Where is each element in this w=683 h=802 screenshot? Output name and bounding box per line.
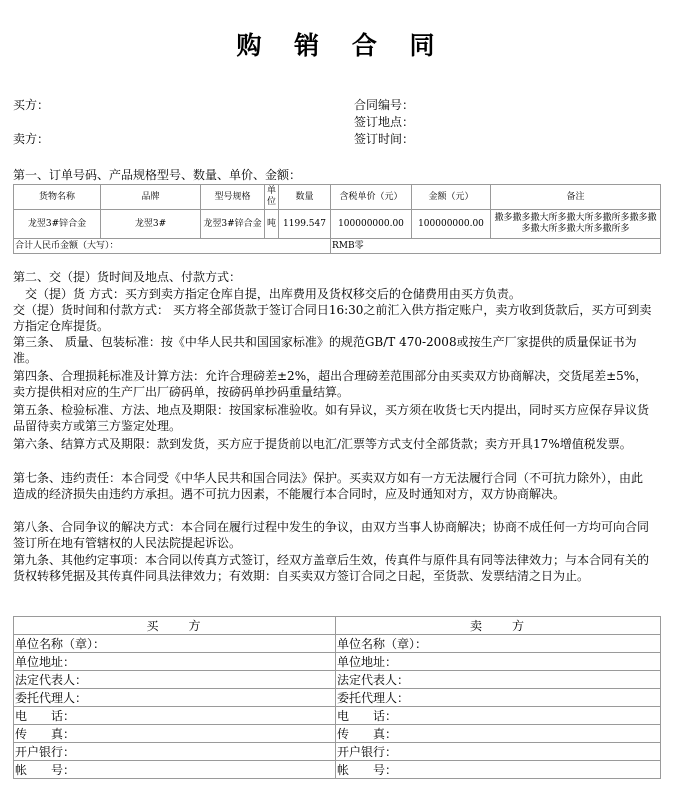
total-row — [14, 239, 661, 254]
seller-account: 帐 号： — [336, 761, 661, 779]
cell-spec: 龙翌3#锌合金 — [201, 210, 265, 239]
seller-bank: 开户银行： — [336, 743, 661, 761]
clause-9: 第九条、其他约定事项：本合同以传真方式签订，经双方盖章后生效，传真件与原件具有同等法律效力；与本合同有关的货权转移凭据及其传真件同具法律效力；有效期：自买卖双方签订合同之日起，至货款、发票结清之日为止。 — [13, 553, 650, 583]
clause-6: 第六条、结算方式及期限：款到发货，买方应于提货前以电汇/汇票等方式支付全部货款；卖方开具17%增值税发票。 — [13, 437, 632, 451]
goods-table-header — [14, 185, 661, 210]
buyer-legal-rep: 法定代表人： — [14, 671, 336, 689]
cell-unit: 吨 — [265, 210, 279, 239]
cell-amount: 100000000.00 — [412, 210, 491, 239]
total-value: RMB零 — [331, 239, 661, 254]
signature-table — [13, 616, 661, 779]
col-spec: 型号规格 — [201, 185, 265, 210]
buyer-company-name: 单位名称（章）： — [14, 635, 336, 653]
clause-5: 第五条、检验标准、方法、地点及期限：按国家标准验收。如有异议，买方须在收货七天内提出，同时买方应保存异议货品留待卖方或第三方鉴定处理。 — [13, 403, 650, 433]
seller-column-header: 卖 方 — [336, 617, 661, 635]
seller-company-name: 单位名称（章）： — [336, 635, 661, 653]
cell-quantity: 1199.547 — [279, 210, 331, 239]
seller-label: 卖方： — [13, 132, 50, 146]
table-row — [14, 653, 661, 671]
clause-7: 第七条、违约责任：本合同受《中华人民共和国合同法》保护。买卖双方如有一方无法履行合同（不可抗力除外），由此造成的经济损失由违约方承担。遇不可抗力因素，不能履行本合同时，应及时通知对方，双方协商解决。 — [13, 471, 644, 501]
col-unit-price: 含税单价（元） — [331, 185, 412, 210]
table-row — [14, 689, 661, 707]
section1-heading: 第一、订单号码、产品规格型号、数量、单价、金额： — [13, 168, 302, 182]
cell-goods-name: 龙翌3#锌合金 — [14, 210, 101, 239]
table-row — [14, 707, 661, 725]
buyer-agent: 委托代理人： — [14, 689, 336, 707]
buyer-phone: 电 话： — [14, 707, 336, 725]
buyer-bank: 开户银行： — [14, 743, 336, 761]
goods-table — [13, 184, 661, 254]
table-row — [14, 210, 661, 239]
sign-place-label: 签订地点： — [354, 115, 415, 129]
buyer-fax: 传 真： — [14, 725, 336, 743]
col-unit: 单位 — [265, 185, 279, 210]
buyer-account: 帐 号： — [14, 761, 336, 779]
table-row — [14, 761, 661, 779]
sign-time-label: 签订时间： — [354, 132, 415, 146]
buyer-address: 单位地址： — [14, 653, 336, 671]
clause-3: 第三条、 质量、包装标准：按《中华人民共和国国家标准》的规范GB/T 470-2008或按生产厂家提供的质量保证书为准。 — [13, 335, 637, 365]
seller-agent: 委托代理人： — [336, 689, 661, 707]
clause-2-heading: 第二、交（提）货时间及地点、付款方式： — [13, 270, 242, 284]
col-remark: 备注 — [491, 185, 661, 210]
document-title: 购 销 合 同 — [236, 31, 447, 60]
table-row — [14, 671, 661, 689]
col-quantity: 数量 — [279, 185, 331, 210]
clause-8: 第八条、合同争议的解决方式：本合同在履行过程中发生的争议，由双方当事人协商解决；协商不成任何一方均可向合同签订所在地有管辖权的人民法院提起诉讼。 — [13, 520, 650, 550]
seller-phone: 电 话： — [336, 707, 661, 725]
table-row — [14, 743, 661, 761]
clause-2-time-payment: 交（提）货时间和付款方式： 买方将全部货款于签订合同日16:30之前汇入供方指定账户，卖方收到货款后，买方可到卖方指定仓库提货。 — [13, 303, 652, 333]
buyer-label: 买方： — [13, 98, 50, 112]
clause-4: 第四条、合理损耗标准及计算方法：允许合理磅差±2%，超出合理磅差范围部分由买卖双方协商解决，交货尾差±5%，卖方提供相对应的生产厂出厂磅码单，按磅码单抄码重量结算。 — [13, 369, 648, 399]
table-row — [14, 635, 661, 653]
col-amount: 金额（元） — [412, 185, 491, 210]
seller-address: 单位地址： — [336, 653, 661, 671]
table-row — [14, 725, 661, 743]
total-label: 合计人民币金额（大写）： — [14, 239, 331, 254]
seller-fax: 传 真： — [336, 725, 661, 743]
contract-no-label: 合同编号： — [354, 98, 415, 112]
col-brand: 品牌 — [101, 185, 201, 210]
cell-remark: 撒多撒多撒大所多撒大所多撒所多撒多撒多撒大所多撒大所多撒所多 — [491, 210, 661, 239]
signature-header-row — [14, 617, 661, 635]
cell-unit-price: 100000000.00 — [331, 210, 412, 239]
seller-legal-rep: 法定代表人： — [336, 671, 661, 689]
col-goods-name: 货物名称 — [14, 185, 101, 210]
clause-2-delivery: 交（提）货 方式：买方到卖方指定仓库自提，出库费用及货权移交后的仓储费用由买方负责。 — [25, 287, 521, 301]
cell-brand: 龙翌3# — [101, 210, 201, 239]
buyer-column-header: 买 方 — [14, 617, 336, 635]
